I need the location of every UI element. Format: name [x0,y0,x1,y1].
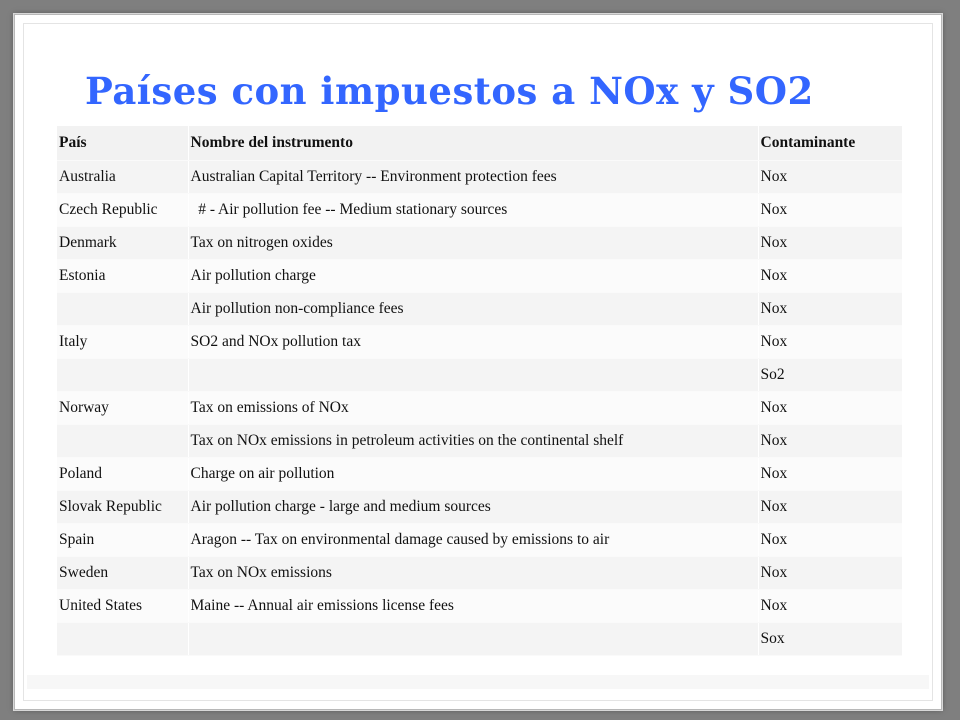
pollutant-cell: So2 [758,359,902,392]
instrument-cell: Maine -- Annual air emissions license fees [188,590,758,623]
table-row [57,194,902,227]
column-header-pais: País [57,126,188,161]
table-row [57,161,902,194]
table-row [57,359,902,392]
pollutant-cell: Nox [758,161,902,194]
table-row [57,392,902,425]
country-cell: Italy [57,326,188,359]
country-cell: Estonia [57,260,188,293]
pollutant-cell: Nox [758,227,902,260]
country-cell [57,359,188,392]
table-row [57,590,902,623]
country-cell: Poland [57,458,188,491]
slide [14,14,942,710]
instrument-cell: # - Air pollution fee -- Medium stationary sources [188,194,758,227]
table-header-row [57,126,902,161]
instrument-cell [188,623,758,656]
pollutant-cell: Sox [758,623,902,656]
instrument-cell: Tax on emissions of NOx [188,392,758,425]
instrument-cell: Tax on NOx emissions in petroleum activities on the continental shelf [188,425,758,458]
pollutant-cell: Nox [758,326,902,359]
instrument-cell: Air pollution charge [188,260,758,293]
instrument-cell: Tax on nitrogen oxides [188,227,758,260]
table-row [57,557,902,590]
table-row [57,458,902,491]
column-header-instrumento: Nombre del instrumento [188,126,758,161]
instrument-cell: Tax on NOx emissions [188,557,758,590]
table-row [57,623,902,656]
column-header-contaminante: Contaminante [758,126,902,161]
instrument-cell: Air pollution charge - large and medium sources [188,491,758,524]
country-cell [57,293,188,326]
country-cell [57,623,188,656]
pollutant-cell: Nox [758,491,902,524]
pollutant-cell: Nox [758,590,902,623]
country-cell: Spain [57,524,188,557]
pollutant-cell: Nox [758,458,902,491]
pollutant-cell: Nox [758,524,902,557]
country-cell: Australia [57,161,188,194]
table-row [57,326,902,359]
instrument-cell: Aragon -- Tax on environmental damage caused by emissions to air [188,524,758,557]
country-cell: Denmark [57,227,188,260]
country-cell: Sweden [57,557,188,590]
country-cell: Slovak Republic [57,491,188,524]
pollutant-cell: Nox [758,557,902,590]
table-row [57,227,902,260]
instrument-cell: Australian Capital Territory -- Environment protection fees [188,161,758,194]
pollutant-cell: Nox [758,194,902,227]
pollutant-cell: Nox [758,425,902,458]
instrument-cell: Air pollution non-compliance fees [188,293,758,326]
pollutant-cell: Nox [758,293,902,326]
instrument-cell [188,359,758,392]
country-cell: United States [57,590,188,623]
country-cell: Czech Republic [57,194,188,227]
country-cell [57,425,188,458]
country-cell: Norway [57,392,188,425]
pollutant-cell: Nox [758,392,902,425]
table-row [57,425,902,458]
tax-table [57,126,902,656]
instrument-cell: SO2 and NOx pollution tax [188,326,758,359]
pollutant-cell: Nox [758,260,902,293]
footer-strip [27,675,929,689]
table-row [57,260,902,293]
slide-title: Países con impuestos a NOx y SO2 [85,69,814,113]
table-row [57,524,902,557]
instrument-cell: Charge on air pollution [188,458,758,491]
table-row [57,491,902,524]
table-row [57,293,902,326]
